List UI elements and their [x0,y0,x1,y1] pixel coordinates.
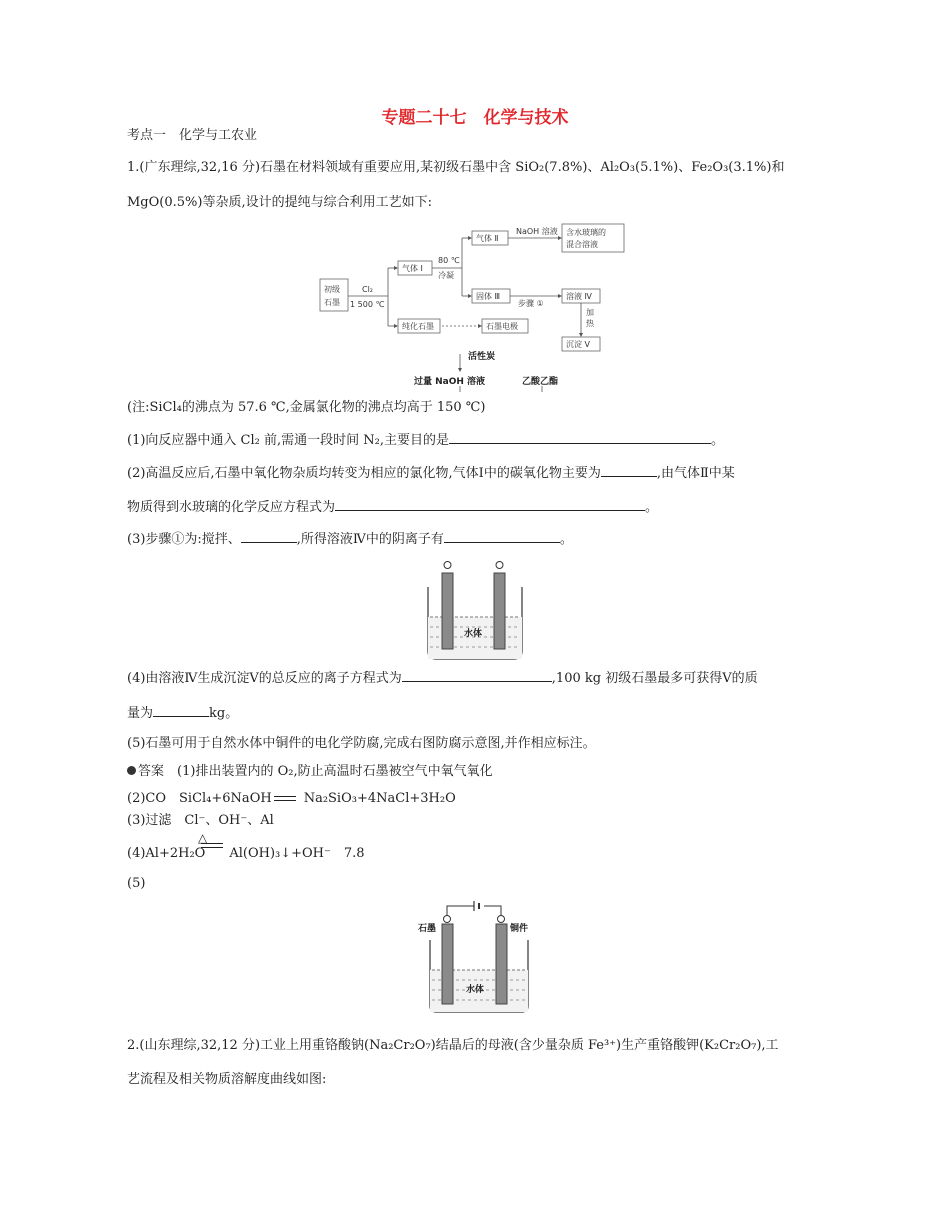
q2-line1: 2.(山东理综,32,12 分)工业上用重铬酸钠(Na₂Cr₂O₇)结晶后的母液(含少量杂质 Fe³⁺)生产重铬酸钾(K₂Cr₂O₇),工 [127,1038,779,1053]
answer-blank-1[interactable] [449,431,711,444]
solid3-label: 固体 Ⅲ [476,292,501,301]
q1-part1-text: (1)向反应器中通入 Cl₂ 前,需通一段时间 N₂,主要目的是 [127,433,449,448]
product-label-1: 含水玻璃的 [566,228,606,237]
gas2-label: 气体 Ⅱ [476,234,499,243]
sol4-label: 溶液 Ⅳ [566,292,592,301]
equation-double-line [274,796,296,801]
answer-4-text-a: (4)Al+2H₂O [127,846,206,861]
ester-label: 乙酸乙酯 [522,377,559,387]
gas1-label: 气体 Ⅰ [402,264,423,273]
q1-part4-text-a: (4)由溶液Ⅳ生成沉淀Ⅴ的总反应的离子方程式为 [127,671,402,686]
carbon-label: 活性炭 [468,352,496,362]
q1-part2-line2 [127,498,658,516]
page-title: 专题二十七 化学与技术 [381,108,569,128]
q1-part2-text-b: ,由气体Ⅱ中某 [656,466,735,481]
answer-2-text-a: (2)CO SiCl₄+6NaOH [127,791,272,806]
q1-part2-text-a: (2)高温反应后,石墨中氧化物杂质均转变为相应的氯化物,气体Ⅰ中的碳氧化物主要为 [127,466,601,481]
step1-label: 步骤 ① [518,299,544,308]
q1-intro-line1: 1.(广东理综,32,16 分)石墨在材料领域有重要应用,某初级石墨中含 SiO₂(7.8%)、Al₂O₃(5.1%)、Fe₂O₃(3.1%)和 [127,160,785,175]
q1-part2-end: 。 [645,500,659,515]
answer-blank-3[interactable] [335,498,645,511]
q1-part1-end: 。 [710,433,724,448]
equation-double-line-2 [201,843,223,848]
answer-blank-5[interactable] [444,530,560,543]
answer-blank-4[interactable] [241,530,297,543]
answer-line-4 [127,846,365,862]
beaker-diagram [420,555,530,663]
q1-intro-line2: MgO(0.5%)等杂质,设计的提纯与综合利用工艺如下: [127,195,432,210]
q1-part4-line1 [127,669,758,687]
electrode-label: 石墨电极 [486,322,518,331]
copper-label: 铜件 [510,924,529,934]
temp-label: 1 500 ℃ [350,300,385,309]
q1-part4-line2 [127,704,238,722]
cond-label-2: 冷凝 [438,271,454,280]
q1-note: (注:SiCl₄的沸点为 57.6 ℃,金属氯化物的沸点均高于 150 ℃) [127,400,486,415]
answer-5: (5) [127,876,146,891]
q2-line2: 艺流程及相关物质溶解度曲线如图: [127,1072,327,1087]
answer-beaker-diagram [412,898,542,1016]
cl2-label: Cl₂ [362,285,374,294]
answer-blank-2[interactable] [601,464,657,477]
answer-label: 答案 [138,764,165,779]
product-label-2: 混合溶液 [566,240,598,249]
section-heading: 考点一 化学与工农业 [127,128,258,143]
q1-part2-text-c: 物质得到水玻璃的化学反应方程式为 [127,500,336,515]
naoh-label: NaOH 溶液 [516,227,558,236]
ppt5-label: 沉淀 Ⅴ [566,340,591,349]
q1-part4-text-d: kg。 [209,706,239,721]
answer-4-text-b: Al(OH)₃↓+OH⁻ 7.8 [229,846,365,861]
q1-part4-text-c: 量为 [127,706,154,721]
cond-label-1: 80 ℃ [438,256,460,265]
excess-naoh-label: 过量 NaOH 溶液 [414,377,486,387]
q1-part2-line1 [127,464,735,482]
answer-3: (3)过滤 Cl⁻、OH⁻、Al [127,813,274,828]
answer-1: (1)排出装置内的 O₂,防止高温时石墨被空气中氧气氧化 [177,764,493,779]
q1-part3 [127,530,573,548]
q1-part4-text-b: ,100 kg 初级石墨最多可获得Ⅴ的质 [551,671,758,686]
q1-part5: (5)石墨可用于自然水体中铜件的电化学防腐,完成右图防腐示意图,并作相应标注。 [127,736,596,751]
heat-label-1: 加 [586,308,594,317]
beaker-water-label: 水体 [464,629,483,639]
answer-icon [127,766,136,775]
start-label-2: 石墨 [324,298,340,307]
q1-part3-end: 。 [559,532,573,547]
pure-graphite-label: 纯化石墨 [402,322,434,331]
answer-line-1 [127,764,493,780]
heat-label-2: 热 [586,319,594,328]
q1-part1 [127,431,724,449]
answer-2-text-b: Na₂SiO₃+4NaCl+3H₂O [303,791,456,806]
answer-blank-7[interactable] [153,704,209,717]
process-flow-diagram [310,218,640,393]
graphite-label: 石墨 [418,924,437,934]
delta-sign: △ [198,831,208,845]
q1-part3-text-a: (3)步骤①为:搅拌、 [127,532,241,547]
answer-line-2 [127,791,456,807]
answer-water-label: 水体 [466,985,485,995]
answer-blank-6[interactable] [402,669,552,682]
start-label-1: 初级 [324,285,340,294]
q1-part3-text-b: ,所得溶液Ⅳ中的阴离子有 [296,532,444,547]
